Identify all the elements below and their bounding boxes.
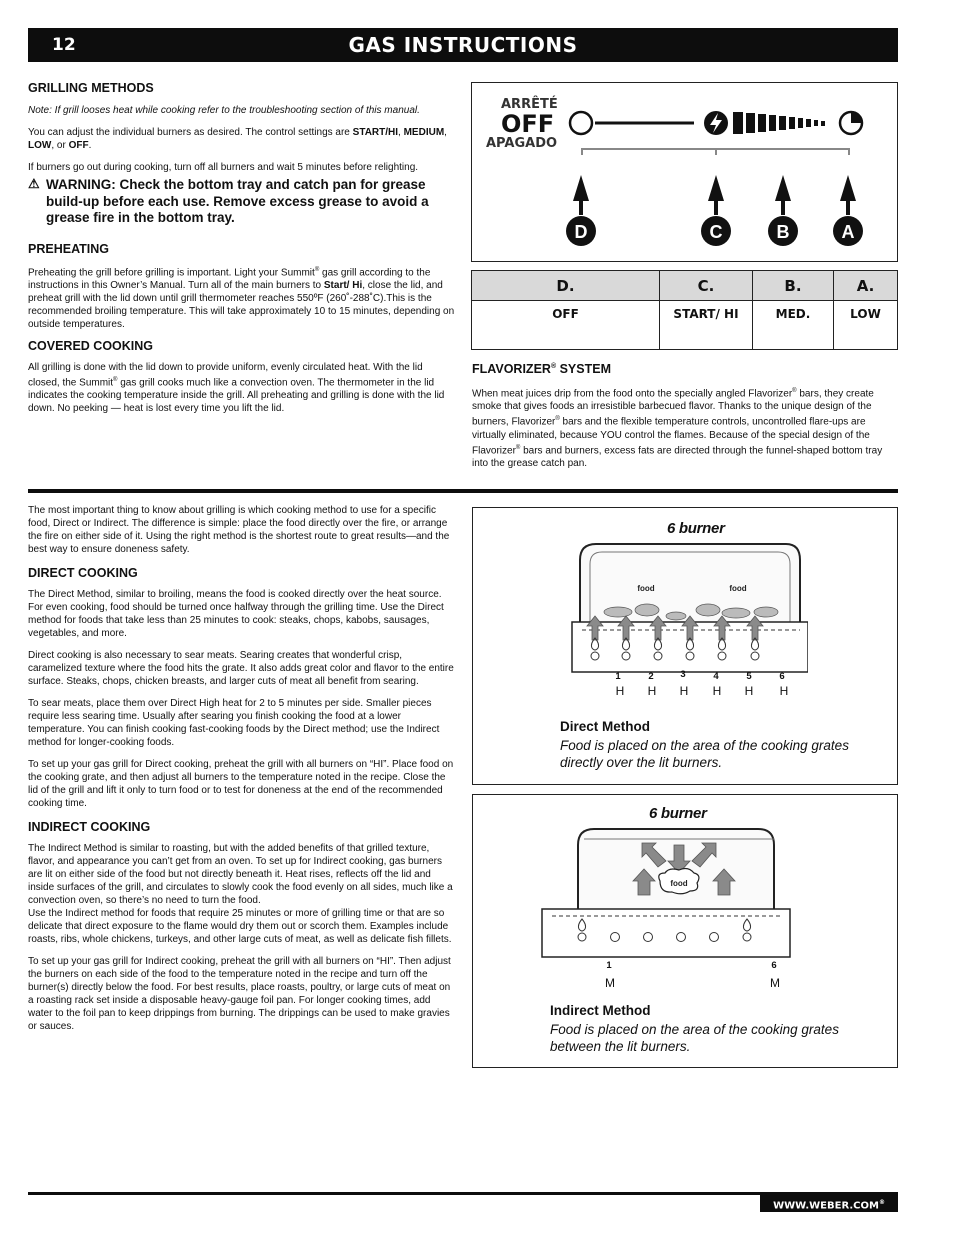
preheating-heading: PREHEATING xyxy=(28,242,110,256)
burner-port-icon xyxy=(718,652,726,660)
header-b: B. xyxy=(753,271,834,301)
burner-port-icon xyxy=(591,652,599,660)
value-d: OFF xyxy=(472,301,660,350)
footer-website: WWW.WEBER.COM® xyxy=(760,1193,898,1212)
section-divider xyxy=(28,489,898,493)
indirect-cooking-heading: INDIRECT COOKING xyxy=(28,820,151,834)
value-c: START/ HI xyxy=(660,301,753,350)
knob-diagram-graphic xyxy=(472,83,897,261)
direct-heat-arrows xyxy=(568,540,808,676)
indirect-text-3: To set up your gas grill for Indirect cooking, preheat the grill with all burners on “HI”. Then adjust the burners on each side of the food to the temperature noted in the recipe and turn off the burner(s) directly below the food. For best results, place roasts, poultry, or large cuts of meat on a roasting rack set inside a disposable heavy-gauge foil pan. For longer cooking times, add water to the foil pan to keep drippings from burning. The drippings can be used to make gravies or sauces. xyxy=(28,956,451,1032)
pointer-a-label: A xyxy=(841,222,855,242)
burner-setting: H xyxy=(744,684,754,698)
header-d: D. xyxy=(472,271,660,301)
burner-setting: H xyxy=(647,684,657,698)
burner-port-icon xyxy=(686,652,694,660)
burner-number: 1 xyxy=(615,671,621,682)
indirect-method-title: Indirect Method xyxy=(550,1003,651,1018)
preheating-text: Preheating the grill before grilling is important. Light your Summit® gas grill according to the instructions in this Owner’s Manual. Turn all of the main burners to Start/ Hi, close the lid, and preheat grill with the lid down until grill thermometer reaches 550ºF (260˚-288˚C).This is the recommended broiling temperature. This will take approximately 10 to 15 minutes, depending on outside temperatures. xyxy=(28,267,455,331)
indirect-method-description: Food is placed on the area of the cooking grates between the lit burners. xyxy=(550,1022,839,1054)
warning-text: WARNING: Check the bottom tray and catch pan for grease build-up before each use. Remove excess grease to avoid a grease fire in the bottom tray. xyxy=(46,177,429,225)
burner-number: 6 xyxy=(779,671,785,682)
heat-arrow-icon xyxy=(587,616,603,640)
burner-off-icon xyxy=(677,933,686,942)
burner-setting: M xyxy=(770,976,780,990)
direct-text-4: To set up your gas grill for Direct cooking, preheat the grill with all burners on “HI”. Place food on the cooking grate, and then adjust all burners to the temperature noted in the recipe. Close the lid of the grill and lift it only to turn food or to test for doneness at the end of the recommended cooking time. xyxy=(28,759,454,809)
value-b: MED. xyxy=(753,301,834,350)
control-settings-text: You can adjust the individual burners as desired. The control settings are START/HI, MEDIUM, LOW, or OFF. xyxy=(28,127,447,151)
burner-setting: H xyxy=(712,684,722,698)
apagado-label: APAGADO xyxy=(486,136,558,151)
direct-cooking-heading: DIRECT COOKING xyxy=(28,566,138,580)
direct-burner-row xyxy=(473,671,899,701)
burner-port-icon xyxy=(751,652,759,660)
flame-icon xyxy=(743,919,750,931)
indirect-method-panel xyxy=(472,794,898,1068)
burners-out-text: If burners go out during cooking, turn off all burners and wait 5 minutes before relighting. xyxy=(28,162,419,173)
flame-icon xyxy=(578,919,585,931)
indirect-text-1: The Indirect Method is similar to roasting, but with the added benefits of that grilled texture, flavor, and appearance you can’t get from an oven. To set up for Indirect cooking, gas burners are lit on either side of the food but not directly beneath it. Heat rises, reflects off the lid and inside surfaces of the grill, and circulates to slowly cook the food evenly on all sides, much like a convection oven, so there’s no need to turn the food. xyxy=(28,843,453,906)
cooking-methods-column xyxy=(28,504,456,1033)
direct-method-panel xyxy=(472,507,898,785)
header-a: A. xyxy=(834,271,898,301)
page-title: GAS INSTRUCTIONS xyxy=(348,33,578,57)
grilling-note: Note: If grill looses heat while cooking refer to the troubleshooting section of this manual. xyxy=(28,105,420,116)
header-c: C. xyxy=(660,271,753,301)
burner-setting: M xyxy=(605,976,615,990)
burner-setting: H xyxy=(615,684,625,698)
direct-text-1: The Direct Method, similar to broiling, means the food is cooked directly over the heat source. For even cooking, food should be turned once halfway through the grilling time. Use the Direct method for foods that take less than 25 minutes to cook: steaks, chops, kabobs, sausages, vegetables, and more. xyxy=(28,589,444,639)
covered-cooking-text: All grilling is done with the lid down to provide uniform, evenly circulated heat. With the lid closed, the Summit® gas grill cooks much like a convection oven. The thermometer in the lid indicates the cooking temperature inside the grill. All preheating and grilling is done with the lid down. No peeking — heat is lost every time you lift the lid. xyxy=(28,362,445,415)
burner-port-icon xyxy=(743,933,751,941)
settings-table xyxy=(471,270,898,350)
burner-number: 6 xyxy=(771,960,777,971)
pointer-b-label: B xyxy=(776,222,790,242)
direct-method-description: Food is placed on the area of the cooking grates directly over the lit burners. xyxy=(560,738,849,770)
heat-arrow-icon xyxy=(618,616,634,640)
indirect-burner-icons xyxy=(538,825,798,961)
grilling-methods-section xyxy=(28,81,456,227)
covered-cooking-heading: COVERED COOKING xyxy=(28,339,154,353)
arrow-b xyxy=(768,175,798,246)
arrete-label: ARRÊTÉ xyxy=(501,97,558,112)
burner-number: 4 xyxy=(713,671,719,682)
pointer-c-label: C xyxy=(709,222,723,242)
burner-number: 5 xyxy=(746,671,752,682)
flavorizer-heading: FLAVORIZER® SYSTEM xyxy=(472,362,611,376)
direct-method-title: Direct Method xyxy=(560,719,651,734)
arrow-c xyxy=(701,175,731,246)
pointer-d-label: D xyxy=(574,222,588,242)
indirect-food-label: food xyxy=(670,879,688,888)
arrow-a xyxy=(833,175,863,246)
direct-burner-label: 6 burner xyxy=(667,520,725,537)
burner-port-icon xyxy=(622,652,630,660)
warning-icon: ⚠ xyxy=(28,176,40,191)
heat-arrow-icon xyxy=(682,616,698,640)
flame-scale xyxy=(733,112,825,134)
heat-arrow-icon xyxy=(650,616,666,640)
burner-setting: H xyxy=(679,684,689,698)
warning-block xyxy=(28,177,456,227)
burner-port-icon xyxy=(654,652,662,660)
flavorizer-text: When meat juices drip from the food onto the specially angled Flavorizer® bars, they create smoke that gives foods an irresistible barbecued flavor. Thanks to the unique design of the burners, Flavorizer® bars and the flexible temperature controls, uncontrolled flare-ups are virtually eliminated, because YOU control the flames. Because of the special design of the Flavorizer® bars and burners, excess fats are directed through the funnel-shaped bottom tray into the grease catch pan. xyxy=(472,388,883,469)
burner-setting: H xyxy=(779,684,789,698)
direct-text-3: To sear meats, place them over Direct High heat for 2 to 5 minutes per side. Smaller pieces require less searing time. Usually after searing you finish cooking the food at a lower temperature. You can finish cooking fast-cooking foods by the Direct method; use the Indirect method for longer-cooking foods. xyxy=(28,698,440,748)
flavorizer-section xyxy=(472,362,892,470)
grilling-methods-heading: GRILLING METHODS xyxy=(28,81,154,95)
intro-text: The most important thing to know about grilling is which cooking method to use for a specific food, Direct or Indirect. The difference is simple: place the food directly over the fire, or arrange the fire on either side of it. Using the right method is the shortest route to great results—and the best way to ensure doneness safety. xyxy=(28,505,450,555)
header-bar xyxy=(28,28,898,62)
burner-off-icon xyxy=(611,933,620,942)
burner-number: 3 xyxy=(680,669,686,680)
page-number: 12 xyxy=(52,35,76,55)
off-label: OFF xyxy=(501,110,555,138)
heat-arrow-icon xyxy=(747,616,763,640)
off-position-circle xyxy=(570,112,592,134)
food-label-right: food xyxy=(729,584,747,593)
burner-off-icon xyxy=(710,933,719,942)
food-label-left: food xyxy=(637,584,655,593)
indirect-text-2: Use the Indirect method for foods that require 25 minutes or more of grilling time or that are so delicate that direct exposure to the flame would dry them out or scorch them. Examples include roasts, ribs, whole chickens, turkeys, and other large cuts of meat, as well as delicate fish fillets. xyxy=(28,908,452,945)
burner-number: 2 xyxy=(648,671,654,682)
arrow-d xyxy=(566,175,596,246)
preheating-section xyxy=(28,242,456,331)
value-a: LOW xyxy=(834,301,898,350)
burner-number: 1 xyxy=(606,960,612,971)
knob-diagram xyxy=(471,82,898,262)
burner-port-icon xyxy=(578,933,586,941)
direct-text-2: Direct cooking is also necessary to sear meats. Searing creates that wonderful crisp, caramelized texture where the food hits the grate. It also adds great color and flavor to the entire surface. Steaks, chops, chicken breasts, and larger cuts of meat all benefit from searing. xyxy=(28,650,454,687)
indirect-burner-label: 6 burner xyxy=(649,805,707,822)
burner-off-icon xyxy=(644,933,653,942)
covered-cooking-section xyxy=(28,339,448,415)
heat-arrow-icon xyxy=(714,616,730,640)
